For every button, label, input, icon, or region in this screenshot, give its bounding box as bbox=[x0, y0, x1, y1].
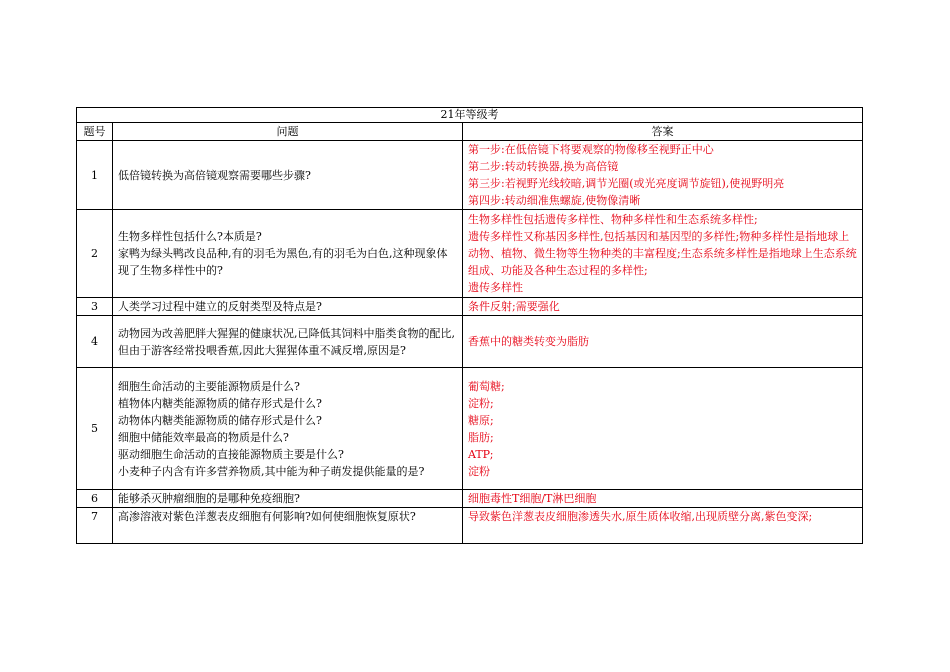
answer-text: 第四步:转动细准焦螺旋,使物像清晰 bbox=[468, 194, 641, 207]
question-text: 细胞中储能效率最高的物质是什么? bbox=[118, 430, 289, 444]
answer-cell bbox=[463, 316, 863, 368]
question-cell bbox=[113, 316, 463, 368]
table-row bbox=[77, 368, 863, 490]
question-text: 动物园为改善肥胖大猩猩的健康状况,已降低其饲料中脂类食物的配比,但由于游客经常投喂香蕉,因此大猩猩体重不减反增,原因是? bbox=[118, 326, 455, 357]
answer-text: 生物多样性包括遗传多样性、物种多样性和生态系统多样性; bbox=[468, 213, 758, 226]
answer-text: ATP; bbox=[468, 447, 494, 461]
question-text: 生物多样性包括什么?本质是? bbox=[118, 230, 262, 243]
answer-cell bbox=[463, 141, 863, 210]
question-cell bbox=[113, 368, 463, 490]
table-row bbox=[77, 298, 863, 316]
row-number: 7 bbox=[77, 508, 113, 544]
table-row bbox=[77, 141, 863, 210]
question-text: 小麦种子内含有许多营养物质,其中能为种子萌发提供能量的是? bbox=[118, 464, 425, 478]
row-number: 5 bbox=[77, 368, 113, 490]
qa-table bbox=[76, 107, 863, 544]
answer-text: 遗传多样性 bbox=[468, 281, 523, 294]
header-answer: 答案 bbox=[463, 123, 863, 141]
table-row bbox=[77, 316, 863, 368]
answer-text: 条件反射;需要强化 bbox=[468, 300, 560, 313]
question-cell bbox=[113, 141, 463, 210]
table-title: 21年等级考 bbox=[77, 108, 863, 123]
answer-text: 第二步:转动转换器,换为高倍镜 bbox=[468, 160, 619, 173]
answer-text: 葡萄糖; bbox=[468, 379, 505, 393]
row-number: 2 bbox=[77, 210, 113, 298]
answer-text: 糖原; bbox=[468, 413, 494, 427]
question-text: 家鸭为绿头鸭改良品种,有的羽毛为黑色,有的羽毛为白色,这种现象体现了生物多样性中的? bbox=[118, 247, 448, 277]
question-text: 细胞生命活动的主要能源物质是什么? bbox=[118, 379, 300, 393]
question-text: 驱动细胞生命活动的直接能源物质主要是什么? bbox=[118, 447, 344, 461]
header-question: 问题 bbox=[113, 123, 463, 141]
answer-text: 第一步:在低倍镜下将要观察的物像移至视野正中心 bbox=[468, 143, 714, 156]
answer-text: 细胞毒性T细胞/T淋巴细胞 bbox=[468, 492, 597, 505]
question-text: 能够杀灭肿瘤细胞的是哪种免疫细胞? bbox=[118, 492, 300, 505]
answer-text: 淀粉; bbox=[468, 396, 494, 410]
table-row bbox=[77, 508, 863, 544]
question-text: 植物体内糖类能源物质的储存形式是什么? bbox=[118, 396, 322, 410]
table-row bbox=[77, 210, 863, 298]
answer-cell bbox=[463, 490, 863, 508]
question-text: 动物体内糖类能源物质的储存形式是什么? bbox=[118, 413, 322, 427]
table-row bbox=[77, 490, 863, 508]
answer-text: 香蕉中的糖类转变为脂肪 bbox=[468, 335, 589, 348]
answer-text: 遗传多样性又称基因多样性,包括基因和基因型的多样性;物种多样性是指地球上动物、植物、微生物等生物种类的丰富程度;生态系统多样性是指地球上生态系统组成、功能及各种生态过程的多样性; bbox=[468, 230, 857, 277]
question-cell bbox=[113, 210, 463, 298]
question-cell bbox=[113, 508, 463, 544]
answer-cell bbox=[463, 508, 863, 544]
row-number: 4 bbox=[77, 316, 113, 368]
table-title-row bbox=[77, 108, 863, 123]
answer-text: 导致紫色洋葱表皮细胞渗透失水,原生质体收缩,出现质壁分离,紫色变深; bbox=[468, 510, 813, 523]
answer-cell bbox=[463, 298, 863, 316]
question-text: 高渗溶液对紫色洋葱表皮细胞有何影响?如何使细胞恢复原状? bbox=[118, 510, 416, 523]
answer-text: 脂肪; bbox=[468, 430, 494, 444]
question-text: 低倍镜转换为高倍镜观察需要哪些步骤? bbox=[118, 168, 311, 182]
answer-cell bbox=[463, 210, 863, 298]
qa-document bbox=[76, 107, 862, 544]
row-number: 6 bbox=[77, 490, 113, 508]
header-num: 题号 bbox=[77, 123, 113, 141]
question-cell bbox=[113, 298, 463, 316]
answer-cell bbox=[463, 368, 863, 490]
row-number: 3 bbox=[77, 298, 113, 316]
header-row bbox=[77, 123, 863, 141]
row-number: 1 bbox=[77, 141, 113, 210]
question-cell bbox=[113, 490, 463, 508]
answer-text: 淀粉 bbox=[468, 464, 490, 478]
question-text: 人类学习过程中建立的反射类型及特点是? bbox=[118, 300, 322, 313]
answer-text: 第三步:若视野光线较暗,调节光圈(或光亮度调节旋钮),使视野明亮 bbox=[468, 177, 785, 190]
